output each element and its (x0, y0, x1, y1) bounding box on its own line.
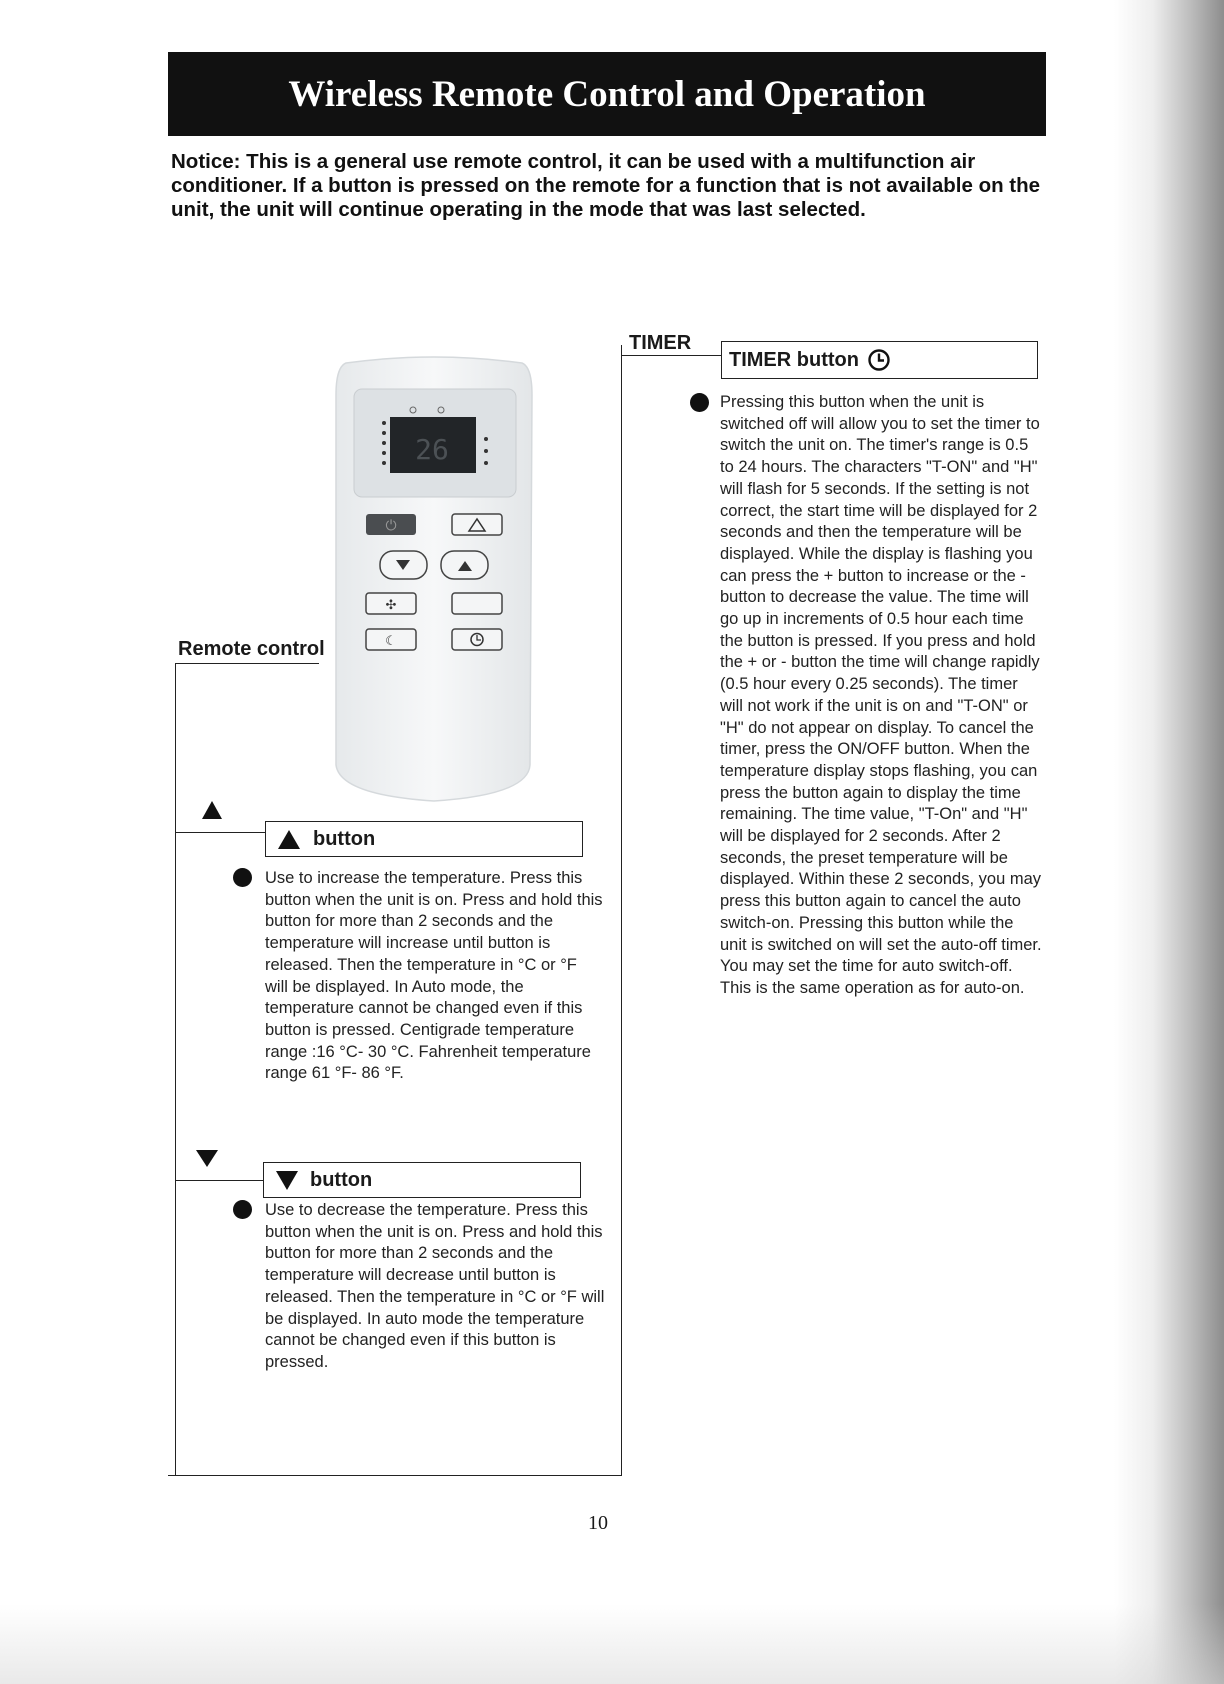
remote-display-value: 26 (415, 433, 449, 466)
bullet-icon (690, 393, 709, 412)
page-edge-shadow (1114, 0, 1224, 1684)
left-frame-right (621, 345, 622, 1475)
up-button-title: button (313, 827, 376, 850)
down-section-leader (175, 1180, 265, 1181)
notice-paragraph: Notice: This is a general use remote control, it can be used with a multifunction air conditioner. If a button is pressed on the remote for a function that is not available on the unit, the unit will continue operating in the mode that was last selected. (171, 150, 1041, 221)
svg-text:☾: ☾ (385, 633, 397, 648)
clock-icon (867, 348, 891, 372)
svg-text:✣: ✣ (385, 597, 397, 612)
timer-top-rule (621, 355, 721, 356)
svg-text:⏻: ⏻ (385, 517, 397, 533)
page-number: 10 (588, 1512, 608, 1534)
timer-button-title: TIMER button (729, 348, 859, 371)
remote-control-label: Remote control (178, 638, 325, 660)
down-button-description: Use to decrease the temperature. Press this button when the unit is on. Press and hold this button for more than 2 seconds and the temperature will decrease until button is released. Then the temperature in °C or °F will be displayed. In auto mode the temperature cannot be changed even if this button is pressed. (265, 1201, 605, 1371)
remote-label-underline (175, 663, 319, 664)
triangle-up-icon (278, 830, 300, 849)
down-button-title: button (310, 1168, 373, 1191)
page-title: Wireless Remote Control and Operation (168, 52, 1046, 136)
bullet-icon (233, 1200, 252, 1219)
triangle-down-icon (276, 1171, 298, 1190)
timer-button-heading (721, 341, 1038, 379)
remote-control-illustration (332, 355, 536, 805)
up-button-heading (265, 821, 583, 857)
timer-button-description: Pressing this button when the unit is switched off will allow you to set the timer to switch the unit on. The timer's range is 0.5 to 24 hours. The characters "T-ON" and "H" will flash for 5 seconds. If the setting is not correct, the start time will be displayed for 2 seconds and then the temperature will be displayed. While the display is flashing you can press the + button to increase or the - button to decrease the value. The time will go up in increments of 0.5 hour each time the button is pressed. If you press and hold the + or - button the time will change rapidly (0.5 hour every 0.25 seconds). The timer will not work if the unit is on and "T-ON" or "H" do not appear on display. To cancel the timer, press the ON/OFF button. When the temperature display stops flashing, you can press the button again to display the time remaining. The time value, "T-On" and "H" will be displayed for 2 seconds. After 2 seconds, the preset temperature will be displayed. Within these 2 seconds, you may press this button again to cancel the auto switch-on. Pressing this button while the unit is switched on will set the auto-off timer. You may set the time for auto switch-off. This is the same operation as for auto-on. (720, 393, 1042, 997)
left-frame-bottom (168, 1475, 622, 1476)
triangle-up-icon (202, 801, 222, 819)
bullet-icon (233, 868, 252, 887)
triangle-down-icon (196, 1150, 218, 1167)
page-bottom-shadow (0, 1604, 1224, 1684)
up-section-leader (175, 832, 267, 833)
left-frame-left (175, 663, 176, 1475)
down-button-heading (263, 1162, 581, 1198)
timer-tag: TIMER (629, 332, 692, 354)
up-button-description: Use to increase the temperature. Press this button when the unit is on. Press and hold this button for more than 2 seconds and the temperature will increase until button is released. Then the temperature in °C or °F will be displayed. In Auto mode, the temperature cannot be changed even if this button is pressed. Centigrade temperature range :16 °C- 30 °C. Fahrenheit temperature range 61 °F- 86 °F. (265, 869, 603, 1083)
